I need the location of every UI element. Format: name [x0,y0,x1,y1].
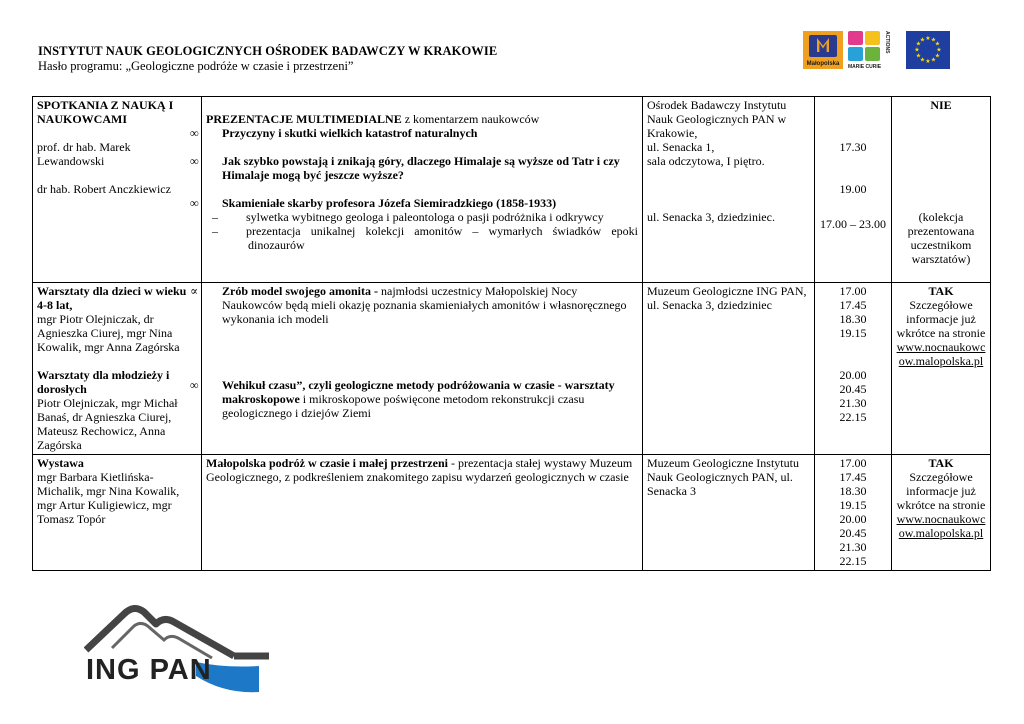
time-value: 21.30 [839,396,867,410]
organizers-cell [33,97,202,283]
list-item: ∞ Wehikuł czasu”, czyli geologiczne metody podróżowania w czasie - warsztaty makroskopowe i mikroskopowe poświęcone metodom rekonstrukcji czasu geologicznego i dziejów Ziemi [190,378,615,420]
svg-text:★: ★ [930,56,937,64]
exhibition-title: Wystawa [37,456,84,470]
program-slogan: Hasło programu: „Geologiczne podróże w czasie i przestrzeni” [38,59,354,73]
events-table [32,96,991,571]
table-row [33,283,991,455]
svg-text:★: ★ [934,40,941,48]
location-text: Muzeum Geologiczne ING PAN, ul. Senacka 3, dziedziniec [647,284,807,312]
registration-cell [892,97,991,283]
time-value: 18.30 [839,484,867,498]
time-value: 17.00 – 23.00 [820,217,886,231]
registration-flag: TAK [928,284,954,298]
svg-text:★: ★ [925,58,931,65]
program-cell [190,283,643,455]
svg-text:★: ★ [934,52,941,60]
time-value: 17.00 [839,456,867,470]
time-value: 20.00 [839,368,867,382]
registration-cell [892,283,991,455]
time-value: 18.30 [839,312,867,326]
registration-note: Szczegółowe informacje już wkrótce na stronie [896,470,986,512]
location-cell [643,455,815,571]
program-cell [190,97,643,283]
svg-text:★: ★ [930,36,937,44]
location-cell [643,283,815,455]
time-value: 21.30 [839,540,867,554]
registration-flag: NIE [930,98,952,112]
registration-flag: TAK [928,456,954,470]
time-value: 22.15 [839,554,867,568]
time-value: 20.00 [839,512,867,526]
svg-text:★: ★ [915,52,922,60]
svg-text:★: ★ [925,35,931,42]
svg-text:★: ★ [919,56,926,64]
time-value: 20.45 [839,526,867,540]
eu-flag-logo [906,31,950,69]
time-value: 19.15 [839,498,867,512]
event-category-title: SPOTKANIA Z NAUKĄ I NAUKOWCAMI [37,98,174,126]
location-cell [643,97,815,283]
malopolska-logo: Małopolska [803,31,843,69]
svg-text:★: ★ [914,46,920,54]
time-value: 22.15 [839,410,867,424]
time-value: 19.15 [839,326,867,340]
time-value: 17.00 [839,284,867,298]
list-item: – sylwetka wybitnego geologa i paleontologa o pasji podróżnika i odkrywcy [212,210,604,224]
infinity-bullet-icon: ∞ [190,126,199,140]
exhibition-description: Małopolska podróż w czasie i małej przestrzeni - prezentacja stałej wystawy Muzeum Geologicznego, z podkreśleniem znakomitego zapisu wydarzeń geologicznych w czasie [206,456,633,484]
event-website-link[interactable]: www.nocnaukowcow.malopolska.pl [896,340,986,368]
location-text: Ośrodek Badawczy Instytutu Nauk Geologicznych PAN w Krakowie, ul. Senacka 1, sala odczytowa, I piętro. [647,98,787,168]
time-value: 17.45 [839,298,867,312]
workshop-title: Warsztaty dla dzieci w wieku 4-8 lat, [37,284,187,312]
time-cell [815,283,892,455]
time-cell [815,97,892,283]
organizer-names: Piotr Olejniczak, mgr Michał Banaś, dr Agnieszka Ciurej, Mateusz Rechowicz, Anna Zagórska [37,396,178,452]
location-text: ul. Senacka 3, dziedziniec. [647,210,775,224]
infinity-bullet-icon: ∞ [190,196,199,210]
list-item: ∞ Jak szybko powstają i znikają góry, dlaczego Himalaje są wyższe od Tatr i czy Himalaje mogą być jeszcze wyższe? [190,154,620,182]
list-item: ∝ Zrób model swojego amonita - najmłodsi uczestnicy Małopolskiej Nocy Naukowców będą mieli okazję poznania skamieniałych amonitów i własnoręcznego wykonania ich modeli [190,284,627,326]
speaker-name: prof. dr hab. Marek Lewandowski [37,140,131,168]
svg-text:★: ★ [919,36,926,44]
organizers-cell [33,283,202,455]
registration-cell [892,455,991,571]
infinity-bullet-icon: ∞ [190,378,199,392]
institute-title: INSTYTUT NAUK GEOLOGICZNYCH OŚRODEK BADAWCZY W KRAKOWIE [38,44,498,58]
time-value: 17.45 [839,470,867,484]
workshop-title: Warsztaty dla młodzieży i dorosłych [37,368,170,396]
time-value: 17.30 [839,140,867,154]
time-cell [815,455,892,571]
event-website-link[interactable]: www.nocnaukowcow.malopolska.pl [896,512,986,540]
organizers-cell [33,455,202,571]
speaker-name: dr hab. Robert Anczkiewicz [37,182,171,196]
registration-note: (kolekcja prezentowana uczestnikom warsztatów) [907,210,975,266]
list-item: ∞ Skamieniałe skarby profesora Józefa Siemiradzkiego (1858-1933) [190,196,557,210]
marie-curie-logo: MARIE CURIE ACTIONS [848,31,890,70]
alpha-bullet-icon: ∝ [190,284,199,298]
registration-note: Szczegółowe informacje już wkrótce na stronie [896,298,986,340]
time-value: 19.00 [839,182,867,196]
location-text: Muzeum Geologiczne Instytutu Nauk Geologicznych PAN, ul. Senacka 3 [647,456,799,498]
table-row [33,455,991,571]
ing-pan-logo: ING PAN [84,598,269,698]
table-row [33,97,991,283]
svg-text:★: ★ [936,46,942,54]
program-cell [202,455,643,571]
time-value: 20.45 [839,382,867,396]
list-item: ∞ Przyczyny i skutki wielkich katastrof naturalnych [190,126,478,140]
program-heading: PREZENTACJE MULTIMEDIALNE z komentarzem naukowców [206,112,540,126]
svg-text:★: ★ [915,40,922,48]
infinity-bullet-icon: ∞ [190,154,199,168]
organizer-names: mgr Barbara Kietlińska-Michalik, mgr Nina Kowalik, mgr Artur Kuligiewicz, mgr Tomasz Topór [37,470,180,526]
list-item: – prezentacja unikalnej kolekcji amonitów – wymarłych świadków epoki dinozaurów [212,224,638,252]
organizer-names: mgr Piotr Olejniczak, dr Agnieszka Ciurej, mgr Nina Kowalik, mgr Anna Zagórska [37,312,180,354]
